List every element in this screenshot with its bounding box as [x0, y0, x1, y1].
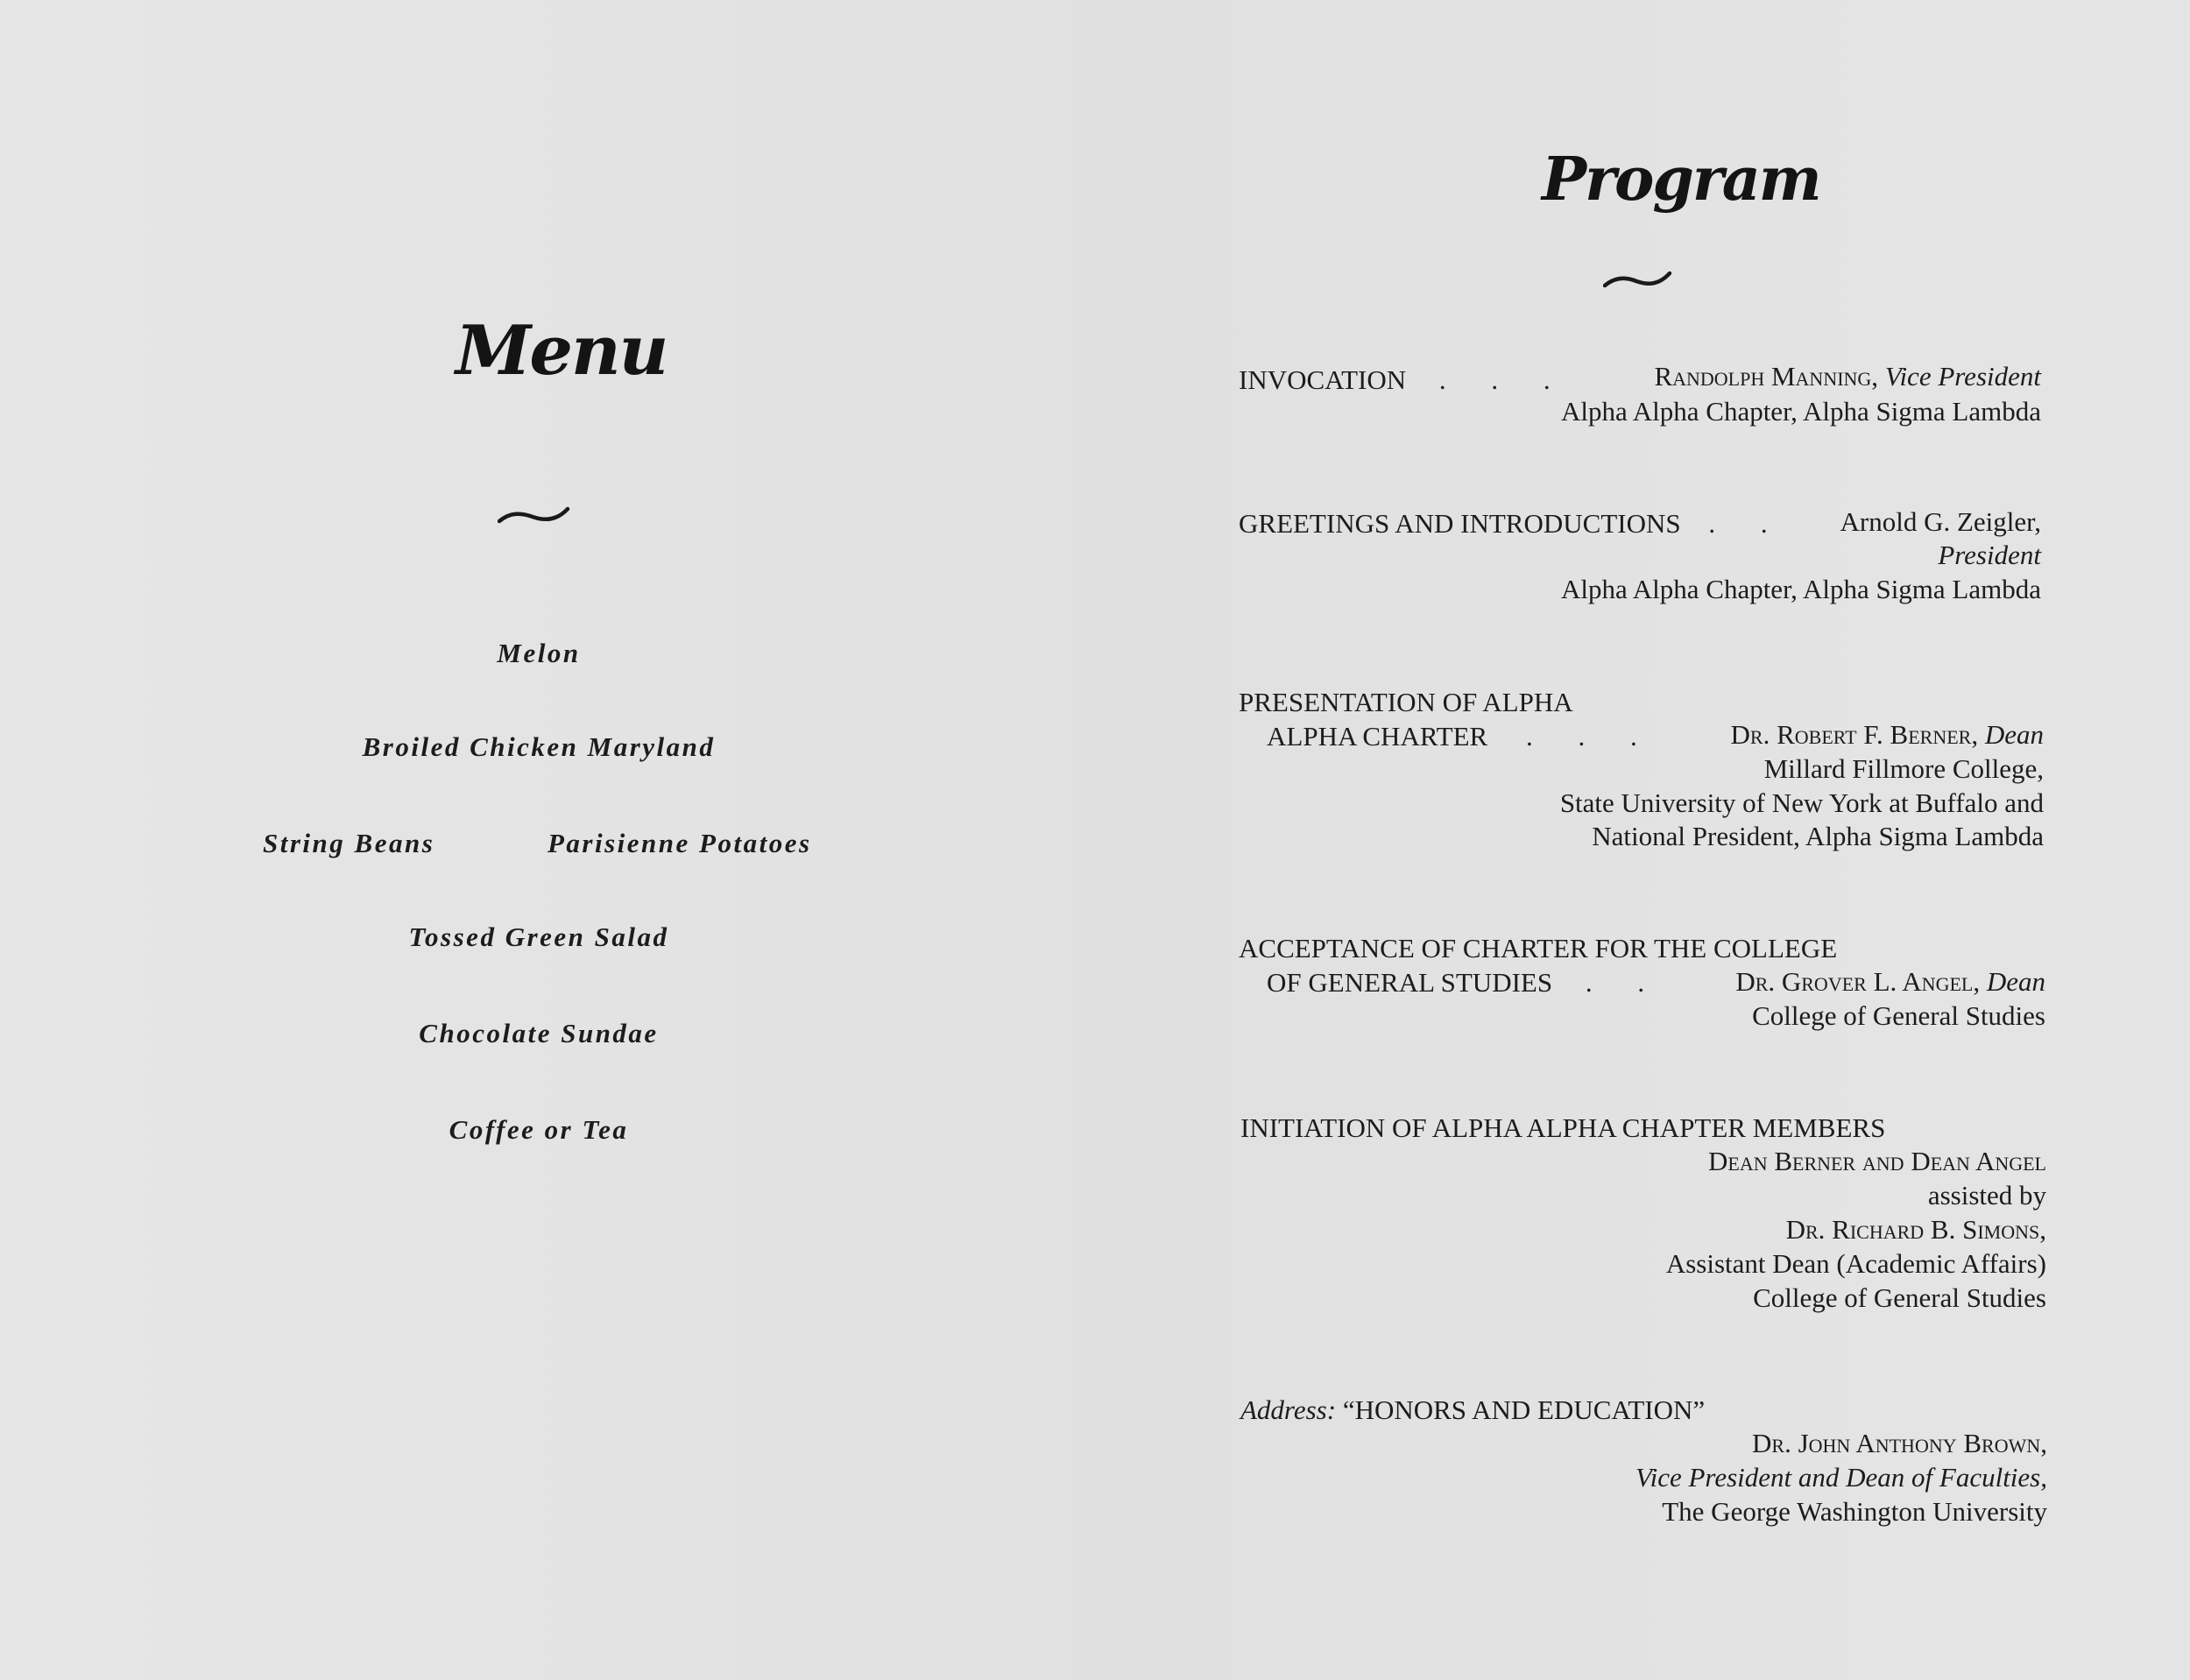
program-address-speaker: Dr. John Anthony Brown,: [1752, 1428, 2047, 1458]
menu-item: Broiled Chicken Maryland: [362, 731, 716, 762]
program-item-initiation-heading: INITIATION OF ALPHA ALPHA CHAPTER MEMBERS: [1240, 1112, 1886, 1143]
program-presentation-line: National President, Alpha Sigma Lambda: [1592, 821, 2044, 851]
menu-item: Parisienne Potatoes: [548, 828, 812, 858]
menu-item: Melon: [497, 638, 581, 668]
program-acceptance-org: College of General Studies: [1752, 1000, 2045, 1031]
program-initiation-line: Assistant Dean (Academic Affairs): [1665, 1248, 2046, 1279]
program-initiation-line: Dr. Richard B. Simons,: [1785, 1214, 2046, 1245]
program-greetings-speaker: Arnold G. Zeigler,: [1840, 506, 2041, 537]
menu-item: String Beans: [263, 828, 435, 858]
address-title: “HONORS AND EDUCATION”: [1342, 1394, 1706, 1425]
program-item-greetings-heading: GREETINGS AND INTRODUCTIONS . .: [1239, 508, 1787, 539]
program-address-role: Vice President and Dean of Faculties,: [1635, 1462, 2047, 1493]
program-greetings-org: Alpha Alpha Chapter, Alpha Sigma Lambda: [1560, 574, 2041, 604]
program-title: Program: [1542, 145, 1820, 215]
menu-page: [0, 0, 1077, 1680]
program-item-acceptance-heading: ACCEPTANCE OF CHARTER FOR THE COLLEGE: [1239, 933, 1838, 964]
menu-item: Coffee or Tea: [449, 1114, 629, 1145]
program-item-presentation-heading-line2: ALPHA CHARTER . . .: [1267, 721, 1657, 752]
address-label: Address:: [1240, 1394, 1337, 1425]
program-invocation-org: Alpha Alpha Chapter, Alpha Sigma Lambda: [1560, 396, 2041, 427]
menu-title: Menu: [456, 311, 668, 391]
program-initiation-line: Dean Berner and Dean Angel: [1708, 1146, 2046, 1176]
program-item-presentation-heading: PRESENTATION OF ALPHA: [1239, 687, 1573, 717]
program-invocation-speaker: Randolph Manning, Vice President: [1654, 361, 2041, 392]
menu-item: Tossed Green Salad: [408, 921, 669, 952]
menu-item: Chocolate Sundae: [419, 1018, 659, 1048]
menu-swash-ornament: [498, 505, 571, 527]
program-initiation-line: assisted by: [1927, 1180, 2046, 1211]
program-item-acceptance-heading-line2: OF GENERAL STUDIES . .: [1267, 967, 1664, 998]
program-presentation-speaker: Dr. Robert F. Berner, Dean: [1730, 719, 2044, 750]
program-presentation-line: Millard Fillmore College,: [1763, 753, 2044, 784]
program-acceptance-speaker: Dr. Grover L. Angel, Dean: [1735, 966, 2045, 997]
program-greetings-role: President: [1938, 540, 2041, 570]
program-item-invocation-heading: INVOCATION . . .: [1239, 364, 1570, 395]
program-swash-ornament: [1603, 270, 1673, 291]
program-initiation-line: College of General Studies: [1753, 1282, 2046, 1313]
program-address-org: The George Washington University: [1662, 1496, 2047, 1527]
program-item-address-heading: [1240, 1393, 1705, 1427]
program-presentation-line: State University of New York at Buffalo and: [1559, 787, 2044, 818]
